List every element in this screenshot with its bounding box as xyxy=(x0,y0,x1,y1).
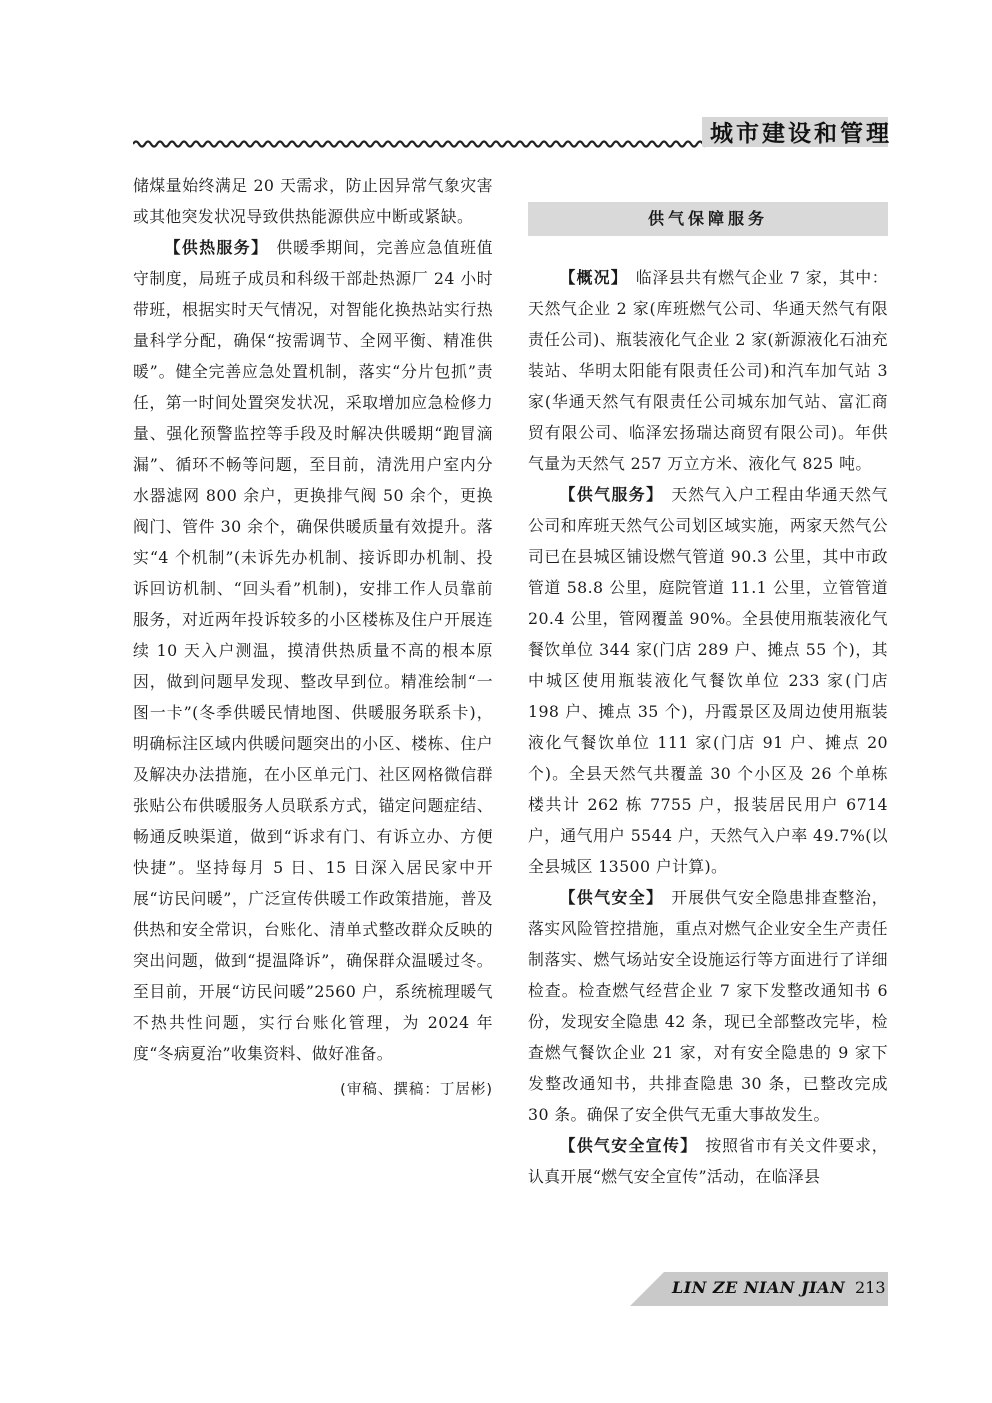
paragraph-heating-service xyxy=(133,232,493,1069)
text-heating-service: 供暖季期间，完善应急值班值守制度，局班子成员和科级干部赴热源厂 24 小时带班，根据实时天气情况，对智能化换热站实行热量科学分配，确保“按需调节、全网平衡、精准供暖”。健全完善应急处置机制，落实“分片包抓”责任，第一时间处置突发状况，采取增加应急检修力量、强化预警监控等手段及时解决供暖期“跑冒滴漏”、循环不畅等问题，至目前，清洗用户室内分水器滤网 800 余户，更换排气阀 50 余个，更换阀门、管件 30 余个，确保供暖质量有效提升。落实“4 个机制”(未诉先办机制、接诉即办机制、投诉回访机制、“回头看”机制)，安排工作人员靠前服务，对近两年投诉较多的小区楼栋及住户开展连续 10 天入户测温，摸清供热质量不高的根本原因，做到问题早发现、整改早到位。精准绘制“一图一卡”(冬季供暖民情地图、供暖服务联系卡)，明确标注区域内供暖问题突出的小区、楼栋、住户及解决办法措施，在小区单元门、社区网格微信群张贴公布供暖服务人员联系方式，锚定问题症结、畅通反映渠道，做到“诉求有门、有诉立办、方便快捷”。坚持每月 5 日、15 日深入居民家中开展“访民问暖”，广泛宣传供暖工作政策措施，普及供热和安全常识，台账化、清单式整改群众反映的突出问题，做到“提温降诉”，确保群众温暖过冬。至目前，开展“访民问暖”2560 户，系统梳理暖气不热共性问题，实行台账化管理，为 2024 年度“冬病夏治”收集资料、做好准备。 xyxy=(133,238,493,1063)
credit-line: (审稿、撰稿：丁居彬) xyxy=(340,1082,493,1098)
paragraph-continuation: 储煤量始终满足 20 天需求，防止因异常气象灾害或其他突发状况导致供热能源供应中断或紧缺。 xyxy=(133,176,493,226)
left-column xyxy=(133,170,493,1106)
footer-yearbook-title: LIN ZE NIAN JIAN xyxy=(672,1278,846,1297)
paragraph-gas-service xyxy=(528,479,888,882)
paragraph-gas-safety-publicity xyxy=(528,1130,888,1192)
header-wave-divider xyxy=(133,138,705,150)
text-gas-safety-publicity: 按照省市有关文件要求，认真开展“燃气安全宣传”活动，在临泽县 xyxy=(528,1136,888,1186)
tag-gas-service: 【供气服务】 xyxy=(559,485,664,504)
tag-gas-safety: 【供气安全】 xyxy=(559,888,664,907)
section-title-gas-service: 供气保障服务 xyxy=(647,209,768,228)
tag-overview: 【概况】 xyxy=(559,268,628,287)
paragraph-gas-safety xyxy=(528,882,888,1130)
text-gas-safety: 开展供气安全隐患排查整治，落实风险管控措施，重点对燃气企业安全生产责任制落实、燃气场站安全设施运行等方面进行了详细检查。检查燃气经营企业 7 家下发整改通知书 6 份，发现安全隐患 42 条，现已全部整改完毕，检查燃气餐饮企业 21 家，对有安全隐患的 9 家下发整改通知书，共排查隐患 30 条，已整改完成 30 条。确保了安全供气无重大事故发生。 xyxy=(528,888,888,1124)
tag-gas-safety-publicity: 【供气安全宣传】 xyxy=(559,1136,698,1155)
text-overview: 临泽县共有燃气企业 7 家，其中：天然气企业 2 家(库班燃气公司、华通天然气有限责任公司)、瓶装液化气企业 2 家(新源液化石油充装站、华明太阳能有限责任公司)和汽车加气站 3 家(华通天然气有限责任公司城东加气站、富汇商贸有限公司、临泽宏扬瑞达商贸有限公司)。年供气量为天然气 257 万立方米、液化气 825 吨。 xyxy=(528,268,888,473)
right-column xyxy=(528,262,888,1192)
section-header-title: 城市建设和管理 xyxy=(710,121,892,147)
page-number: 213 xyxy=(855,1278,886,1297)
tag-heating-service: 【供热服务】 xyxy=(164,238,269,257)
text-gas-service: 天然气入户工程由华通天然气公司和库班天然气公司划区域实施，两家天然气公司已在县城区铺设燃气管道 90.3 公里，其中市政管道 58.8 公里，庭院管道 11.1 公里，立管管道 20.4 公里，管网覆盖 90%。全县使用瓶装液化气餐饮单位 344 家(门店 289 户、摊点 55 个)，其中城区使用瓶装液化气餐饮单位 233 家(门店 198 户、摊点 35 个)，丹霞景区及周边使用瓶装液化气餐饮单位 111 家(门店 91 户、摊点 20 个)。全县天然气共覆盖 30 个小区及 26 个单栋楼共计 262 栋 7755 户，报装居民用户 6714 户，通气用户 5544 户，天然气入户率 49.7%(以全县城区 13500 户计算)。 xyxy=(528,485,888,876)
paragraph-overview xyxy=(528,262,888,479)
